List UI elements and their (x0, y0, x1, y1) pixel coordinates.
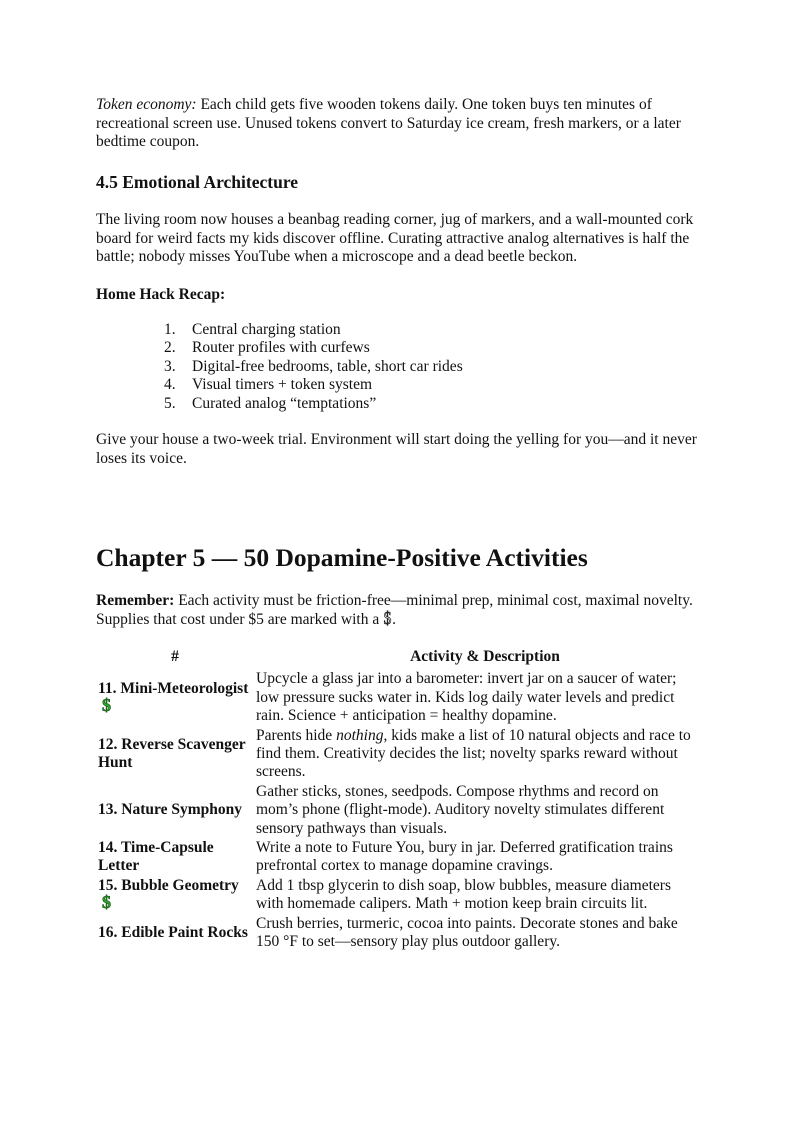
column-header-number: # (171, 648, 179, 665)
dollar-outline-icon: $ (383, 607, 392, 628)
activity-description: Upcycle a glass jar into a barometer: invert jar on a saucer of water; low pressure sucks water in. Kids log daily water levels and predict rain. Science + anticipation = healthy dopamine. (256, 670, 677, 725)
list-item (164, 339, 664, 357)
list-item-text: Visual timers + token system (192, 376, 373, 394)
remember-end: . (392, 610, 396, 628)
table-row (96, 727, 696, 783)
activity-name-cell (96, 877, 254, 915)
dollar-green-icon: $ (102, 892, 111, 913)
list-item-number: 5. (164, 394, 176, 412)
table-row (96, 915, 696, 953)
list-item-number: 3. (164, 357, 176, 375)
activities-table (96, 648, 696, 953)
list-item (164, 321, 664, 339)
activity-name: 14. Time-Capsule Letter (98, 839, 214, 875)
activity-name: 13. Nature Symphony (98, 801, 242, 819)
trial-paragraph: Give your house a two-week trial. Environment will start doing the yelling for you—and it never loses its voice. (96, 431, 697, 467)
activity-name: 15. Bubble Geometry (98, 876, 239, 894)
section-heading: 4.5 Emotional Architecture (96, 172, 299, 192)
table-row (96, 783, 696, 839)
description-emphasis: nothing (336, 726, 384, 744)
description-pre: Parents hide (256, 726, 337, 744)
token-economy-paragraph (96, 96, 706, 152)
list-item-number: 2. (164, 339, 176, 357)
token-economy-lead: Token economy: (96, 96, 197, 113)
token-economy-body: Each child gets five wooden tokens daily. One token buys ten minutes of recreational screen use. Unused tokens convert to Saturday ice cream, fresh markers, or a later bedtime coupon. (96, 96, 681, 150)
list-item (164, 395, 664, 413)
recap-heading: Home Hack Recap: (96, 286, 226, 303)
activity-name: 16. Edible Paint Rocks (98, 923, 248, 941)
activity-description (254, 727, 696, 783)
activity-description: Crush berries, turmeric, cocoa into paints. Decorate stones and bake 150 °F to set—sensory play plus outdoor gallery. (256, 914, 678, 951)
dollar-green-icon: $ (102, 695, 111, 716)
list-item (164, 358, 664, 376)
list-item-text: Router profiles with curfews (192, 339, 370, 357)
emotional-architecture-paragraph: The living room now houses a beanbag reading corner, jug of markers, and a wall-mounted cork board for weird facts my kids discover offline. Curating attractive analog alternatives is half the battle; nobody misses YouTube when a microscope and a dead beetle beckon. (96, 211, 694, 265)
activity-name: 11. Mini-Meteorologist (98, 679, 249, 697)
recap-list (164, 321, 664, 413)
list-item-number: 4. (164, 376, 176, 394)
remember-paragraph (96, 592, 696, 629)
activity-description: Add 1 tbsp glycerin to dish soap, blow bubbles, measure diameters with homemade calipers. Math + motion keep brain circuits lit. (256, 876, 671, 913)
chapter-title: Chapter 5 — 50 Dopamine-Positive Activities (96, 543, 588, 572)
table-row (96, 839, 696, 877)
list-item-text: Digital-free bedrooms, table, short car rides (192, 357, 463, 375)
list-item-text: Central charging station (192, 321, 341, 338)
table-row (96, 877, 696, 915)
list-item-text: Curated analog “temptations” (192, 394, 377, 412)
activity-name-cell (96, 670, 254, 726)
column-header-activity: Activity & Description (410, 648, 560, 665)
table-row (96, 670, 696, 726)
list-item-number: 1. (164, 321, 176, 338)
remember-body: Each activity must be friction-free—minimal prep, minimal cost, maximal novelty. Supplies that cost under $5 are marked with a (96, 592, 693, 628)
activity-description: Gather sticks, stones, seedpods. Compose rhythms and record on mom’s phone (flight-mode). Auditory novelty stimulates different sensory pathways than visuals. (256, 782, 665, 837)
activity-name: 12. Reverse Scavenger Hunt (98, 735, 246, 772)
remember-lead: Remember: (96, 592, 175, 609)
activity-description: Write a note to Future You, bury in jar. Deferred gratification trains prefrontal cortex to manage dopamine cravings. (256, 839, 673, 875)
description-rest: , kids make a list of 10 natural objects and race to find them. Creativity decides the list; novelty sparks reward without screens. (256, 726, 691, 781)
table-header-row (96, 648, 696, 670)
list-item (164, 376, 664, 394)
